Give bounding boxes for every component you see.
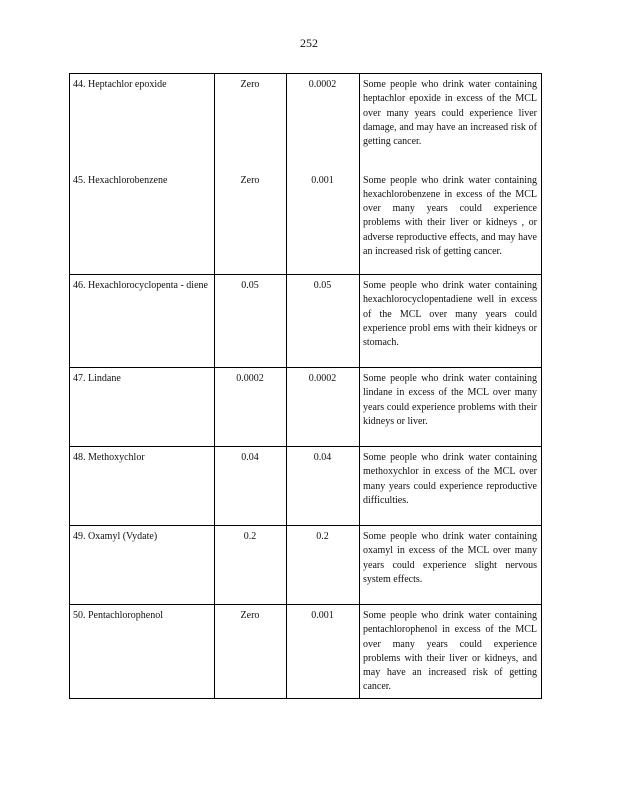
mclg-value: 0.2: [215, 526, 287, 605]
page-number: 252: [300, 36, 318, 50]
contaminant-name: 44. Heptachlor epoxide: [70, 74, 215, 174]
mcl-value: 0.0002: [287, 368, 360, 447]
health-effect: Some people who drink water containing methoxychlor in excess of the MCL over many years could experience reproductive difficulties.: [360, 447, 542, 526]
health-effect: Some people who drink water containing hexachlorocyclopentadiene well in excess of the MCL over many years could experience probl ems with their kidneys or stomach.: [360, 275, 542, 368]
contaminant-name: 48. Methoxychlor: [70, 447, 215, 526]
health-effect: Some people who drink water containing pentachlorophenol in excess of the MCL over many years could experience problems with their liver or kidneys, and may have an increased risk of getting cancer.: [360, 605, 542, 699]
contaminant-name: 49. Oxamyl (Vydate): [70, 526, 215, 605]
mclg-value: 0.0002: [215, 368, 287, 447]
mclg-value: Zero: [215, 605, 287, 699]
mcl-value: 0.2: [287, 526, 360, 605]
mcl-value: 0.04: [287, 447, 360, 526]
contaminant-name: 47. Lindane: [70, 368, 215, 447]
table-row: [70, 447, 542, 526]
mcl-value: 0.001: [287, 605, 360, 699]
health-effect: Some people who drink water containing heptachlor epoxide in excess of the MCL over many years could experience liver damage, and may have an increased risk of getting cancer.: [360, 74, 542, 174]
health-effect: Some people who drink water containing lindane in excess of the MCL over many years could experience problems with their kidneys or liver.: [360, 368, 542, 447]
contaminant-table: [69, 73, 542, 699]
mclg-value: Zero: [215, 74, 287, 174]
table-row: [70, 368, 542, 447]
contaminant-name: 45. Hexachlorobenzene: [70, 174, 215, 275]
table-row: [70, 74, 542, 174]
mcl-value: 0.001: [287, 174, 360, 275]
health-effect: Some people who drink water containing oxamyl in excess of the MCL over many years could experience slight nervous system effects.: [360, 526, 542, 605]
table-row: [70, 605, 542, 699]
mcl-value: 0.05: [287, 275, 360, 368]
table-row: [70, 174, 542, 275]
mclg-value: 0.05: [215, 275, 287, 368]
mcl-value: 0.0002: [287, 74, 360, 174]
health-effect: Some people who drink water containing hexachlorobenzene in excess of the MCL over many years could experience problems with their liver or kidneys , or adverse reproductive effects, and may have an increased risk of getting cancer.: [360, 174, 542, 275]
mclg-value: Zero: [215, 174, 287, 275]
contaminant-name: 50. Pentachlorophenol: [70, 605, 215, 699]
contaminant-name: 46. Hexachlorocyclopenta - diene: [70, 275, 215, 368]
table-row: [70, 275, 542, 368]
table-row: [70, 526, 542, 605]
mclg-value: 0.04: [215, 447, 287, 526]
